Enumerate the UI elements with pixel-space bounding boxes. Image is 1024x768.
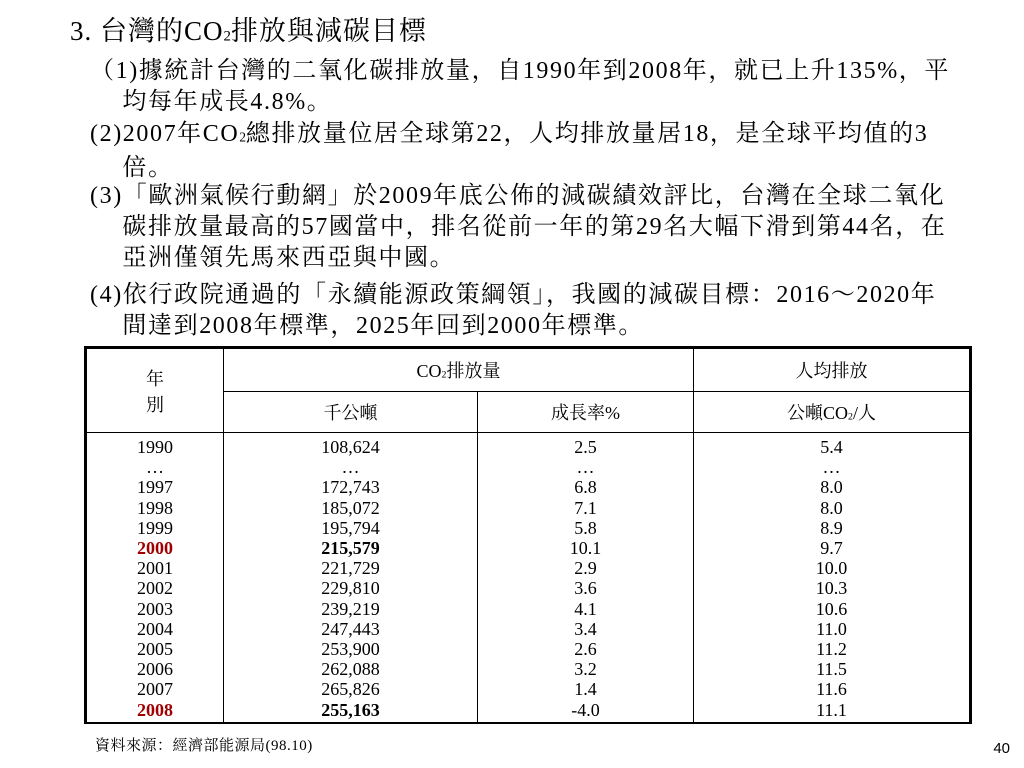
paragraph-2-text: (2)2007年CO: [90, 121, 240, 147]
year-cell: 2002: [137, 578, 173, 599]
co2-emission-header: [224, 349, 694, 392]
growth-cell: 3.6: [574, 578, 597, 599]
emission-table: [84, 346, 972, 724]
year-cell: 1990: [137, 437, 173, 457]
title-subscript: 2: [223, 28, 231, 45]
per-capita-cell: …: [822, 457, 841, 478]
per-capita-cell: 8.0: [820, 477, 843, 498]
emission-cell: …: [341, 457, 360, 478]
growth-cell: -4.0: [571, 699, 600, 720]
per-capita-cell: 11.0: [816, 618, 847, 639]
year-cell: 1998: [137, 497, 173, 518]
per-capita-cell: 8.9: [820, 517, 843, 538]
per-capita-cell: 10.0: [815, 558, 848, 579]
growth-cell: 4.1: [574, 598, 597, 619]
per-capita-subheader-subscript: 2: [848, 411, 853, 423]
year-cell: 2000: [137, 538, 173, 559]
slide-title: [70, 14, 427, 54]
emission-cell: 229,810: [321, 578, 380, 599]
emission-cell: 221,729: [321, 558, 380, 579]
year-cell: 2005: [137, 639, 173, 660]
year-cell: 2007: [137, 679, 173, 700]
emission-cell: 195,794: [321, 517, 380, 538]
paragraph-2-text-end: 總排放量位居全球第22，人均排放量居18，是全球平均值的3倍。: [122, 121, 929, 181]
emission-cell: 185,072: [321, 497, 380, 518]
per-capita-cell: 8.0: [820, 497, 843, 518]
year-cell: 2001: [137, 558, 173, 579]
growth-cell: 10.1: [569, 538, 602, 559]
growth-cell: 7.1: [574, 497, 597, 518]
year-column: [87, 433, 224, 723]
per-capita-cell: 11.5: [816, 659, 847, 680]
year-cell: 1997: [137, 477, 173, 498]
year-cell: 2003: [137, 598, 173, 619]
emission-cell: 239,219: [321, 598, 380, 619]
emission-column: [224, 433, 478, 723]
growth-column: [478, 433, 694, 723]
paragraph-4: (4)依行政院通過的「永續能源政策綱領」，我國的減碳目標：2016～2020年間達到2008年標準，2025年回到2000年標準。: [90, 282, 937, 339]
per-capita-cell: 11.6: [816, 679, 847, 700]
growth-cell: 3.4: [574, 618, 597, 639]
emission-cell: 255,163: [321, 699, 380, 720]
per-capita-header: 人均排放: [694, 349, 970, 392]
per-capita-subheader-text-end: /人: [852, 403, 876, 423]
per-capita-subheader: [694, 392, 970, 433]
emission-cell: 108,624: [321, 437, 380, 457]
paragraph-1: （1)據統計台灣的二氧化碳排放量，自1990年到2008年，就已上升135%，平均每年成長4.8%。: [90, 58, 950, 115]
emission-cell: 215,579: [321, 538, 380, 559]
year-header-line1: 年: [146, 368, 164, 389]
year-cell: …: [146, 457, 164, 478]
per-capita-subheader-text: 公噸CO: [787, 403, 849, 423]
co2-header-text: CO: [416, 361, 442, 381]
per-capita-column: [694, 433, 970, 723]
per-capita-cell: 9.7: [820, 538, 843, 559]
paragraph-2: [90, 119, 950, 184]
data-source: 資料來源：經濟部能源局(98.10): [95, 738, 313, 754]
emission-cell: 172,743: [321, 477, 380, 498]
paragraph-2-subscript: 2: [239, 129, 246, 145]
per-capita-cell: 10.3: [815, 578, 848, 599]
growth-cell: 2.6: [574, 639, 597, 660]
emission-cell: 265,826: [321, 679, 380, 700]
co2-header-subscript: 2: [441, 369, 447, 381]
tons-subheader: 千公噸: [224, 392, 478, 433]
growth-cell: 2.9: [574, 558, 597, 579]
emission-cell: 262,088: [321, 659, 380, 680]
year-header-line2: 別: [146, 394, 164, 415]
emission-cell: 253,900: [321, 639, 380, 660]
year-cell: 2008: [137, 699, 173, 720]
per-capita-cell: 5.4: [820, 437, 843, 457]
growth-cell: 6.8: [574, 477, 597, 498]
title-text-end: 排放與減碳目標: [230, 16, 427, 46]
paragraph-3: (3)「歐洲氣候行動網」於2009年底公佈的減碳績效評比，台灣在全球二氧化碳排放量最高的57國當中，排名從前一年的第29名大幅下滑到第44名，在亞洲僅領先馬來西亞與中國。: [90, 183, 947, 271]
year-cell: 1999: [137, 517, 173, 538]
year-cell: 2004: [137, 618, 173, 639]
growth-cell: 3.2: [574, 659, 597, 680]
title-text: 3. 台灣的CO: [70, 16, 224, 46]
per-capita-cell: 10.6: [815, 598, 848, 619]
page-number: 40: [993, 740, 1010, 757]
growth-cell: 2.5: [574, 437, 597, 457]
year-cell: 2006: [137, 659, 173, 680]
year-header: [87, 349, 224, 433]
per-capita-cell: 11.1: [816, 699, 847, 720]
emission-cell: 247,443: [321, 618, 380, 639]
growth-cell: 5.8: [574, 517, 597, 538]
per-capita-cell: 11.2: [816, 639, 847, 660]
growth-cell: 1.4: [574, 679, 597, 700]
growth-subheader: 成長率%: [478, 392, 694, 433]
co2-header-text-end: 排放量: [446, 361, 501, 381]
growth-cell: …: [576, 457, 595, 478]
